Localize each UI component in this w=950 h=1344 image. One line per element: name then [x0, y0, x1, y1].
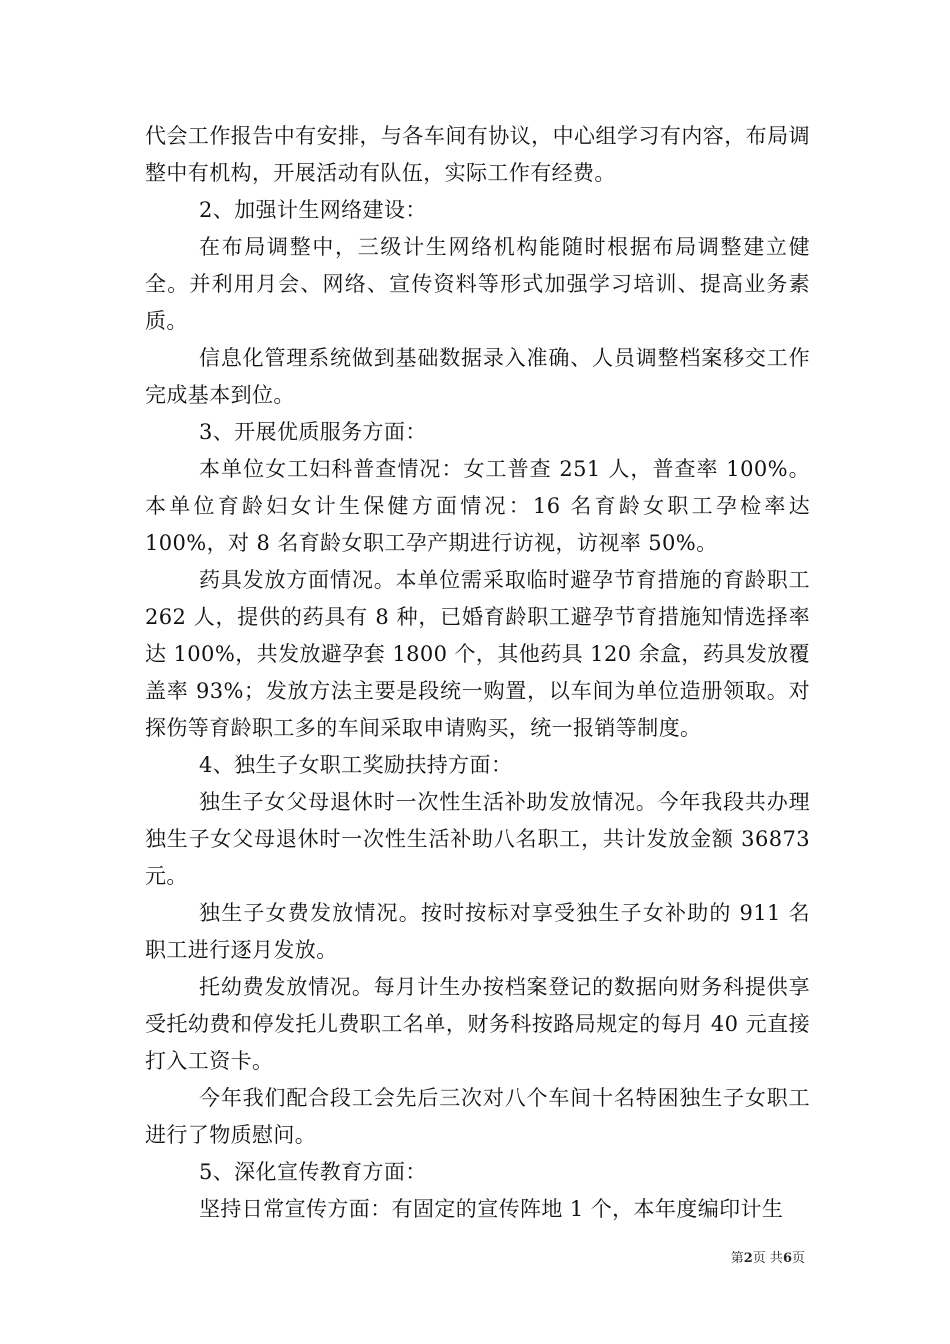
current-page-number: 2: [743, 1251, 753, 1266]
paragraph: 在布局调整中，三级计生网络机构能随时根据布局调整建立健全。并利用月会、网络、宣传资料等形式加强学习培训、提高业务素质。: [145, 235, 810, 333]
paragraph: 独生子女父母退休时一次性生活补助发放情况。今年我段共办理独生子女父母退休时一次性生活补助八名职工，共计发放金额 36873 元。: [145, 790, 810, 888]
section-heading: 5、深化宣传教育方面：: [199, 1160, 427, 1184]
paragraph: 药具发放方面情况。本单位需采取临时避孕节育措施的育龄职工 262 人，提供的药具有 8 种，已婚育龄职工避孕节育措施知情选择率达 100%，共发放避孕套 1800 个，其他药具 120 余盒，药具发放覆盖率 93%；发放方法主要是段统一购置，以车间为单位造册领取。对探伤等育龄职工多的车间采取申请购买，统一报销等制度。: [145, 568, 810, 740]
section-heading: 3、开展优质服务方面：: [199, 420, 427, 444]
document-body: [145, 118, 810, 1228]
page-number-footer: [731, 1247, 805, 1266]
section-heading: 4、独生子女职工奖励扶持方面：: [199, 753, 513, 777]
footer-suffix: 页: [791, 1251, 805, 1266]
paragraph: 坚持日常宣传方面：有固定的宣传阵地 1 个，本年度编印计生: [199, 1197, 784, 1221]
section-heading: 2、加强计生网络建设：: [199, 198, 427, 222]
paragraph: 独生子女费发放情况。按时按标对享受独生子女补助的 911 名职工进行逐月发放。: [145, 901, 810, 962]
paragraph: 代会工作报告中有安排，与各车间有协议，中心组学习有内容，布局调整中有机构，开展活动有队伍，实际工作有经费。: [145, 124, 810, 185]
footer-prefix: 第: [730, 1251, 744, 1266]
paragraph: 本单位女工妇科普查情况：女工普查 251 人，普查率 100%。本单位育龄妇女计生保健方面情况：16 名育龄女职工孕检率达 100%，对 8 名育龄女职工孕产期进行访视，访视率 50%。: [145, 457, 810, 555]
paragraph: 今年我们配合段工会先后三次对八个车间十名特困独生子女职工进行了物质慰问。: [145, 1086, 810, 1147]
paragraph: 托幼费发放情况。每月计生办按档案登记的数据向财务科提供享受托幼费和停发托儿费职工名单，财务科按路局规定的每月 40 元直接打入工资卡。: [145, 975, 810, 1073]
footer-middle: 页 共: [752, 1251, 783, 1266]
paragraph: 信息化管理系统做到基础数据录入准确、人员调整档案移交工作完成基本到位。: [145, 346, 810, 407]
total-page-number: 6: [782, 1251, 792, 1266]
